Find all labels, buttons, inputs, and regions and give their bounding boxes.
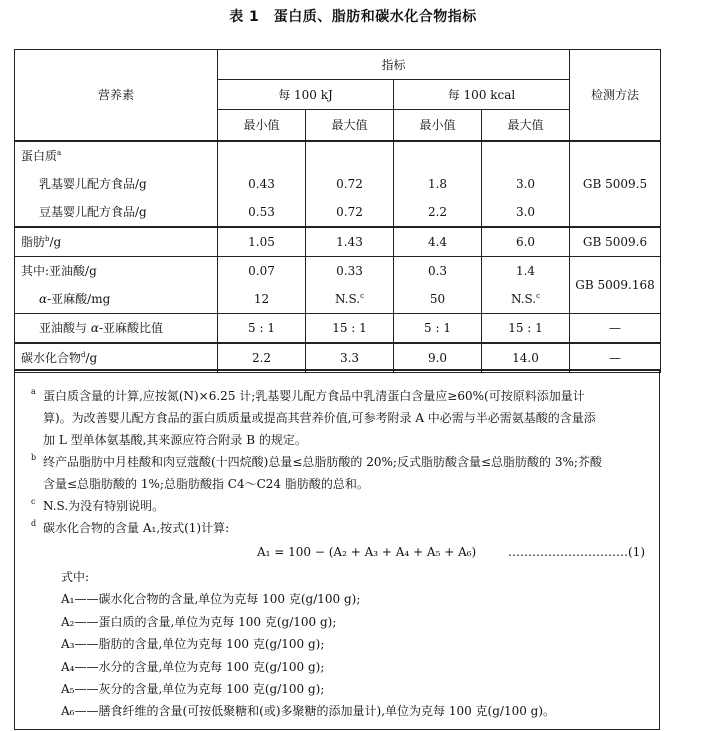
header-min: 最小值 (218, 110, 306, 141)
fat-method: GB 5009.6 (570, 227, 661, 257)
ratio-kj-min: 5 : 1 (218, 314, 306, 344)
soy-kj-min: 0.53 (218, 198, 306, 227)
footnotes (14, 369, 660, 730)
def-a6: A₆——膳食纤维的含量(可按低聚糖和(或)多聚糖的添加量计),单位为克每 100 克(g/100 g)。 (61, 704, 556, 719)
ratio-kcal-max: 15 : 1 (482, 314, 570, 344)
formula-number: …………………………(1) (508, 545, 645, 559)
linoleic-kj-min: 0.07 (218, 256, 306, 285)
soy-label: 豆基婴儿配方食品/g (15, 198, 218, 227)
header-per-kcal: 每 100 kcal (394, 80, 570, 110)
fat-kj-min: 1.05 (218, 227, 306, 257)
ratio-kcal-min: 5 : 1 (394, 314, 482, 344)
table-title: 表 1 蛋白质、脂肪和碳水化合物指标 (229, 9, 477, 25)
footnote-c: c N.S.为没有特别说明。 (31, 497, 165, 513)
def-a1: A₁——碳水化合物的含量,单位为克每 100 克(g/100 g); (61, 592, 361, 607)
alpha-kcal-max: N.S.$^c$ (482, 285, 570, 314)
dairy-label: 乳基婴儿配方食品/g (15, 170, 218, 198)
protein-label: 蛋白质$^a$ (15, 141, 218, 170)
header-max: 最大值 (482, 110, 570, 141)
dairy-kcal-max: 3.0 (482, 170, 570, 198)
protein-method: GB 5009.5 (570, 170, 661, 198)
footnote-a: a 蛋白质含量的计算,应按氮(N)×6.25 计;乳基婴儿配方食品中乳清蛋白含量应≥60%(可按原料添加量计 算)。为改善婴儿配方食品的蛋白质质量或提高其营养价值,可参考附录 A 中必需与半必需氨基酸的含量添 加 L 型单体氨基酸,其来源应符合附录 B 的规定。 (31, 387, 596, 447)
dairy-kj-min: 0.43 (218, 170, 306, 198)
def-a4: A₄——水分的含量,单位为克每 100 克(g/100 g); (61, 659, 325, 674)
linoleic-label: 其中:亚油酸/g (15, 256, 218, 285)
soy-kcal-min: 2.2 (394, 198, 482, 227)
def-a2: A₂——蛋白质的含量,单位为克每 100 克(g/100 g); (61, 614, 337, 629)
header-nutrient: 营养素 (15, 50, 218, 141)
header-method: 检测方法 (570, 50, 661, 141)
linoleic-kcal-min: 0.3 (394, 256, 482, 285)
carb-kcal-min: 9.0 (394, 343, 482, 373)
linoleic-kj-max: 0.33 (306, 256, 394, 285)
soy-kj-max: 0.72 (306, 198, 394, 227)
linoleic-kcal-max: 1.4 (482, 256, 570, 285)
soy-kcal-max: 3.0 (482, 198, 570, 227)
header-indicator: 指标 (218, 50, 570, 80)
def-a5: A₅——灰分的含量,单位为克每 100 克(g/100 g); (61, 682, 325, 697)
where-label: 式中: (61, 570, 90, 584)
ratio-kj-max: 15 : 1 (306, 314, 394, 344)
footnote-d: d 碳水化合物的含量 A₁,按式(1)计算: (31, 519, 230, 535)
carb-label: 碳水化合物$^d$/g (15, 343, 218, 373)
dairy-kcal-min: 1.8 (394, 170, 482, 198)
alpha-label: α-亚麻酸/mg (15, 285, 218, 314)
header-per-kj: 每 100 kJ (218, 80, 394, 110)
def-a3: A₃——脂肪的含量,单位为克每 100 克(g/100 g); (61, 637, 325, 652)
header-min: 最小值 (394, 110, 482, 141)
alpha-kj-min: 12 (218, 285, 306, 314)
fat-label: 脂肪$^b$/g (15, 227, 218, 257)
formula: A₁ = 100 − (A₂ + A₃ + A₄ + A₅ + A₆) (257, 545, 477, 559)
header-max: 最大值 (306, 110, 394, 141)
fat-kj-max: 1.43 (306, 227, 394, 257)
carb-kj-min: 2.2 (218, 343, 306, 373)
fat-kcal-max: 6.0 (482, 227, 570, 257)
ratio-method: — (570, 314, 661, 344)
fatty-acid-method: GB 5009.168 (570, 256, 661, 314)
alpha-kcal-min: 50 (394, 285, 482, 314)
nutrient-table (14, 49, 661, 373)
dairy-kj-max: 0.72 (306, 170, 394, 198)
carb-kcal-max: 14.0 (482, 343, 570, 373)
ratio-label: 亚油酸与 α-亚麻酸比值 (15, 314, 218, 344)
footnote-b: b 终产品脂肪中月桂酸和肉豆蔻酸(十四烷酸)总量≤总脂肪酸的 20%;反式脂肪酸含量≤总脂肪酸的 3%;芥酸 含量≤总脂肪酸的 1%;总脂肪酸指 C4～C24 脂肪酸的总和。 (31, 453, 602, 491)
fat-kcal-min: 4.4 (394, 227, 482, 257)
formula-definitions (61, 566, 555, 723)
alpha-kj-max: N.S.$^c$ (306, 285, 394, 314)
carb-method: — (570, 343, 661, 373)
carb-kj-max: 3.3 (306, 343, 394, 373)
